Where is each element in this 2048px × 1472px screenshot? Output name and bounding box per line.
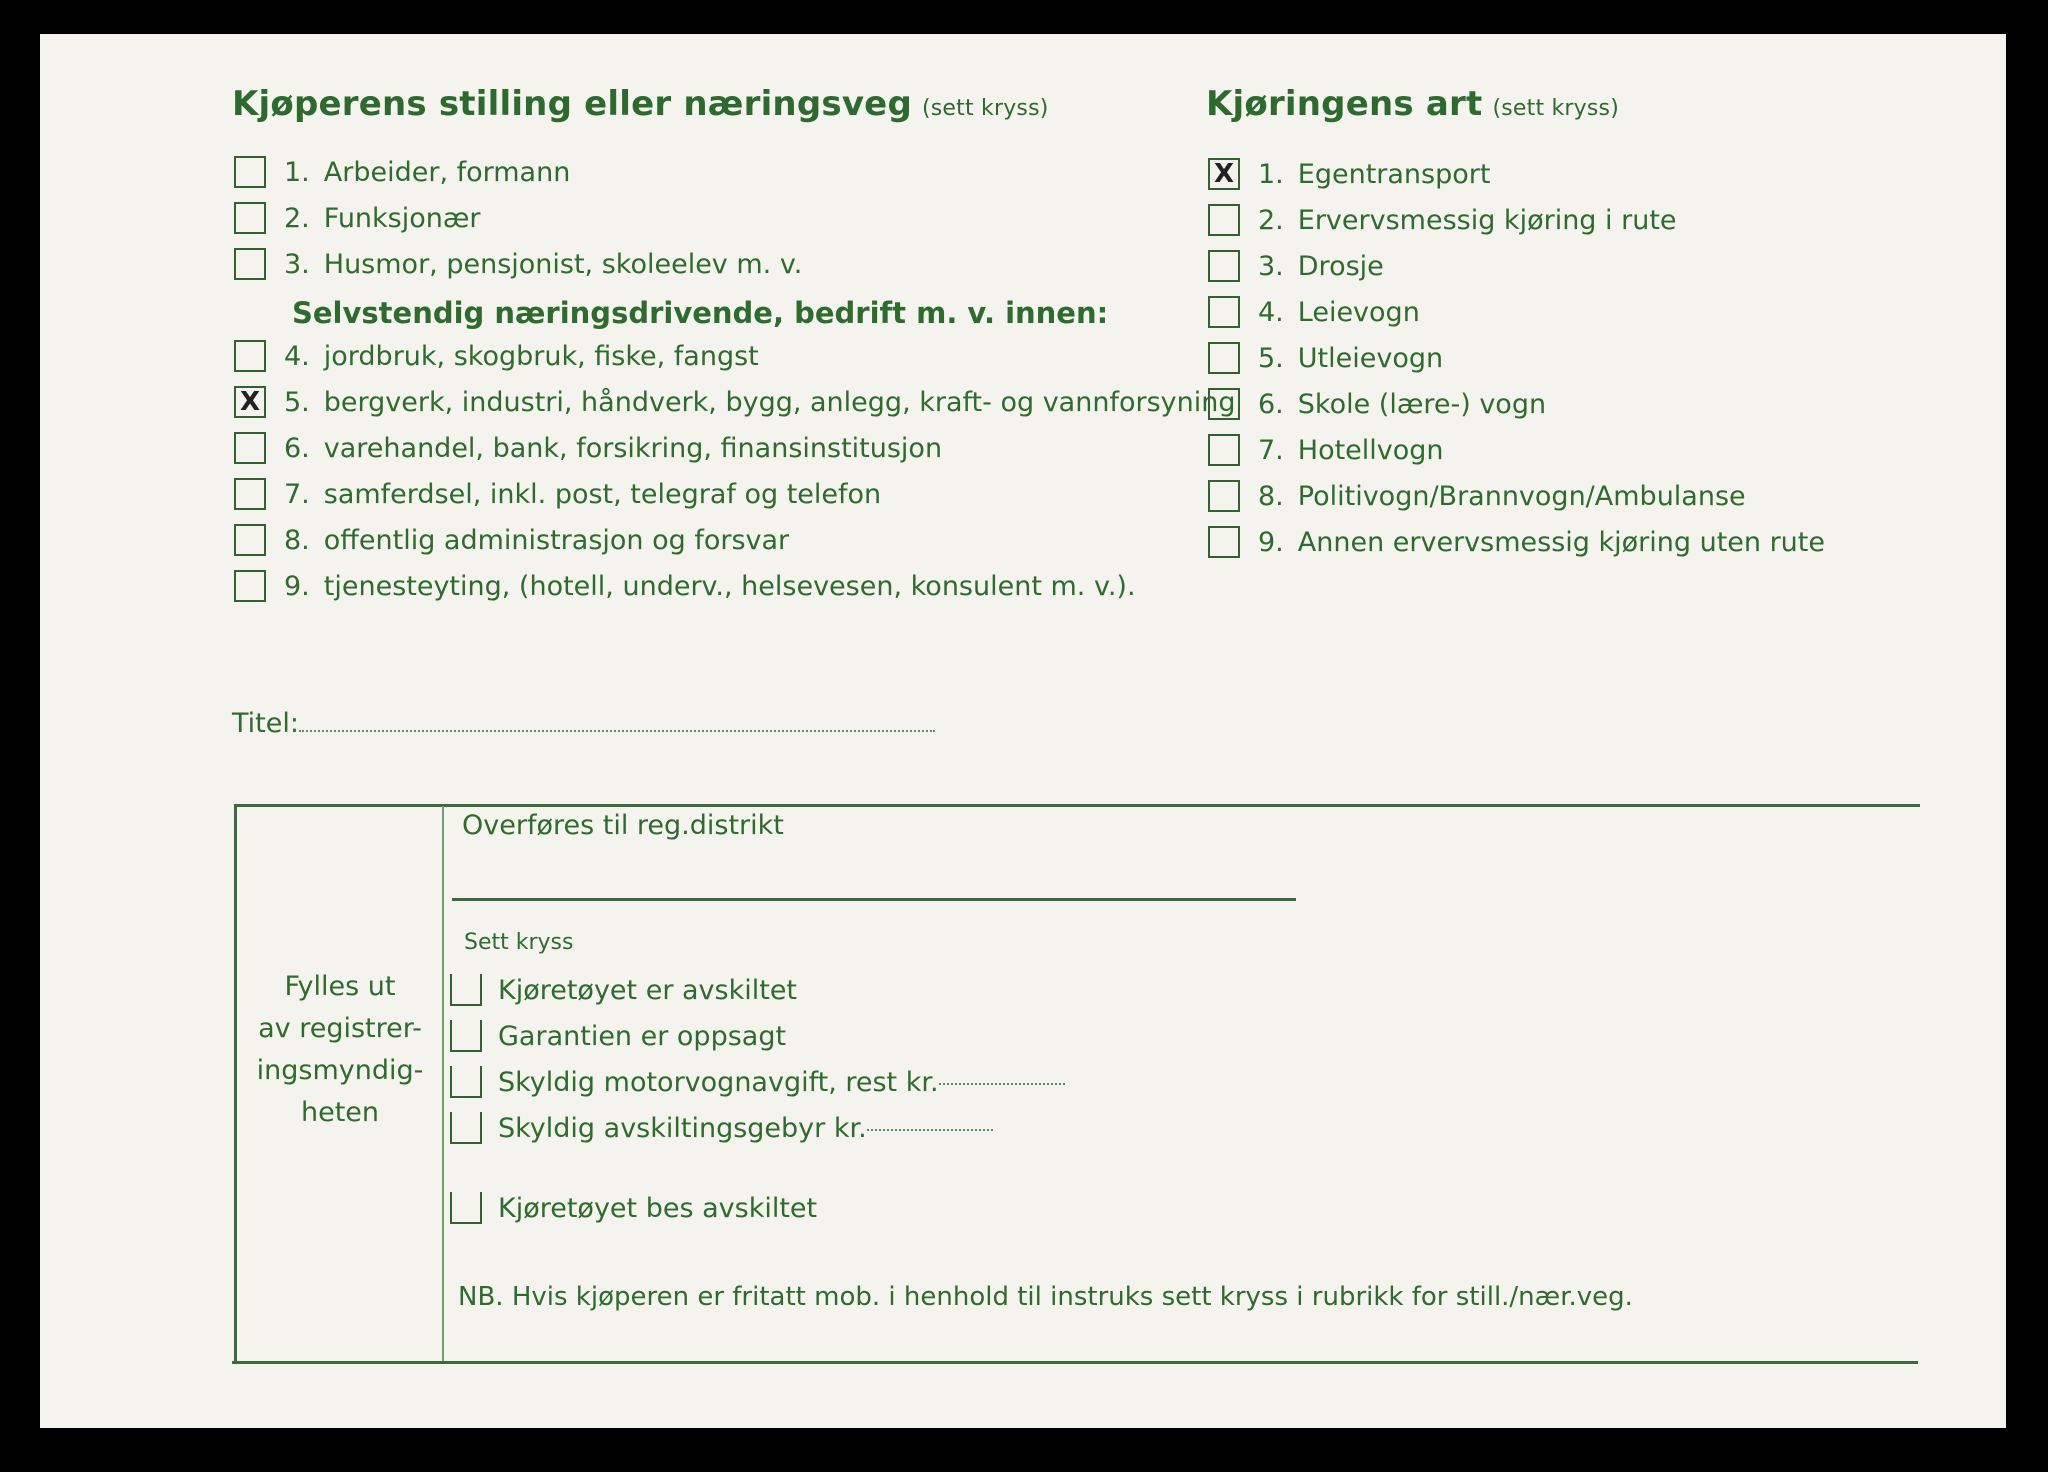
transfer-label: Overføres til reg.distrikt [462, 810, 784, 841]
right-option-8-num: 8. [1258, 480, 1284, 512]
right-checkbox-8[interactable] [1208, 480, 1240, 512]
box-checkbox-5[interactable] [450, 1192, 482, 1224]
nb-note: NB. Hvis kjøperen er fritatt mob. i henhold til instruks sett kryss i rubrikk for still./nær.veg. [458, 1282, 1633, 1312]
box-checkbox-3[interactable] [450, 1066, 482, 1098]
titel-dotted-line[interactable] [299, 726, 935, 732]
left-option-5-num: 5. [284, 386, 310, 418]
left-option-5[interactable] [234, 386, 1235, 418]
right-option-2-num: 2. [1258, 204, 1284, 236]
right-option-7[interactable] [1208, 434, 1444, 466]
box-check-2-label: Garantien er oppsagt [498, 1020, 787, 1052]
left-option-6-num: 6. [284, 432, 310, 464]
left-section-title [232, 84, 1049, 124]
box-check-5[interactable] [450, 1192, 817, 1224]
side-line-4: heten [300, 1097, 380, 1128]
right-option-9-label: Annen ervervsmessig kjøring uten rute [1297, 526, 1825, 558]
avskiltingsgebyr-dotted-line[interactable] [867, 1125, 993, 1131]
left-option-9-num: 9. [284, 570, 310, 602]
right-option-2[interactable] [1208, 204, 1677, 236]
titel-field[interactable] [232, 708, 935, 739]
right-option-7-num: 7. [1258, 434, 1284, 466]
right-checkbox-3[interactable] [1208, 250, 1240, 282]
right-checkbox-7[interactable] [1208, 434, 1240, 466]
left-option-3[interactable] [234, 248, 802, 280]
right-option-3[interactable] [1208, 250, 1384, 282]
side-line-2: av registrer- [258, 1013, 422, 1044]
left-checkbox-7[interactable] [234, 478, 266, 510]
right-option-1[interactable] [1208, 158, 1490, 190]
right-option-4-label: Leievogn [1297, 296, 1420, 328]
side-note [240, 966, 440, 1134]
transfer-underline [452, 898, 1296, 901]
right-option-4-num: 4. [1258, 296, 1284, 328]
left-title-text: Kjøperens stilling eller næringsveg [232, 84, 912, 124]
motorvognavgift-dotted-line[interactable] [939, 1079, 1065, 1085]
right-option-8-label: Politivogn/Brannvogn/Ambulanse [1297, 480, 1746, 512]
left-option-8-label: offentlig administrasjon og forsvar [323, 524, 790, 556]
left-option-9-label: tjenesteyting, (hotell, underv., helsevesen, konsulent m. v.). [323, 570, 1136, 602]
left-option-7-label: samferdsel, inkl. post, telegraf og telefon [323, 478, 882, 510]
left-option-8[interactable] [234, 524, 789, 556]
left-option-1-num: 1. [284, 156, 310, 188]
side-line-3: ingsmyndig- [256, 1055, 424, 1086]
right-title-text: Kjøringens art [1206, 84, 1483, 124]
box-check-5-label: Kjøretøyet bes avskiltet [498, 1192, 818, 1224]
right-option-1-label: Egentransport [1297, 158, 1491, 190]
box-check-1-label: Kjøretøyet er avskiltet [498, 974, 798, 1006]
left-option-4-label: jordbruk, skogbruk, fiske, fangst [323, 340, 759, 372]
right-option-5-num: 5. [1258, 342, 1284, 374]
right-option-2-label: Ervervsmessig kjøring i rute [1297, 204, 1677, 236]
box-checkbox-4[interactable] [450, 1112, 482, 1144]
right-checkbox-1[interactable]: X [1208, 158, 1240, 190]
right-section-title [1206, 84, 1619, 124]
left-option-4[interactable] [234, 340, 759, 372]
left-checkbox-8[interactable] [234, 524, 266, 556]
left-title-note: (sett kryss) [921, 96, 1049, 121]
right-option-4[interactable] [1208, 296, 1420, 328]
left-option-1-label: Arbeider, formann [323, 156, 571, 188]
sett-kryss-label: Sett kryss [464, 930, 574, 955]
left-checkbox-6[interactable] [234, 432, 266, 464]
left-checkbox-4[interactable] [234, 340, 266, 372]
left-option-6[interactable] [234, 432, 942, 464]
left-checkbox-2[interactable] [234, 202, 266, 234]
right-option-3-label: Drosje [1297, 250, 1384, 282]
left-option-5-label: bergverk, industri, håndverk, bygg, anlegg, kraft- og vannforsyning [323, 386, 1236, 418]
right-checkbox-4[interactable] [1208, 296, 1240, 328]
box-check-3[interactable] [450, 1066, 1065, 1098]
left-checkbox-3[interactable] [234, 248, 266, 280]
left-checkbox-9[interactable] [234, 570, 266, 602]
left-option-4-num: 4. [284, 340, 310, 372]
right-checkbox-5[interactable] [1208, 342, 1240, 374]
right-option-1-num: 1. [1258, 158, 1284, 190]
left-option-3-label: Husmor, pensjonist, skoleelev m. v. [323, 248, 803, 280]
right-title-note: (sett kryss) [1492, 96, 1619, 121]
left-checkbox-1[interactable] [234, 156, 266, 188]
right-option-6[interactable] [1208, 388, 1546, 420]
right-option-5-label: Utleievogn [1297, 342, 1444, 374]
box-check-1[interactable] [450, 974, 797, 1006]
right-option-7-label: Hotellvogn [1297, 434, 1444, 466]
box-divider [442, 806, 444, 1362]
box-left-border [234, 804, 237, 1364]
side-line-1: Fylles ut [284, 971, 396, 1002]
right-option-8[interactable] [1208, 480, 1746, 512]
left-option-8-num: 8. [284, 524, 310, 556]
left-option-7-num: 7. [284, 478, 310, 510]
left-option-1[interactable] [234, 156, 570, 188]
right-option-6-num: 6. [1258, 388, 1284, 420]
left-option-2-label: Funksjonær [323, 202, 481, 234]
box-check-2[interactable] [450, 1020, 786, 1052]
right-option-3-num: 3. [1258, 250, 1284, 282]
left-option-7[interactable] [234, 478, 881, 510]
left-subheading: Selvstendig næringsdrivende, bedrift m. v. innen: [292, 296, 1109, 330]
right-checkbox-6[interactable] [1208, 388, 1240, 420]
left-checkbox-5[interactable]: X [234, 386, 266, 418]
left-option-2[interactable] [234, 202, 481, 234]
right-option-6-label: Skole (lære-) vogn [1297, 388, 1547, 420]
left-option-9[interactable] [234, 570, 1136, 602]
box-bottom-border [232, 1361, 1918, 1364]
box-check-4[interactable] [450, 1112, 993, 1144]
left-option-3-num: 3. [284, 248, 310, 280]
box-checkbox-1[interactable] [450, 974, 482, 1006]
left-option-6-label: varehandel, bank, forsikring, finansinstitusjon [323, 432, 943, 464]
box-check-4-label: Skyldig avskiltingsgebyr kr. [498, 1112, 867, 1144]
left-option-2-num: 2. [284, 202, 310, 234]
box-checkbox-2[interactable] [450, 1020, 482, 1052]
right-checkbox-9[interactable] [1208, 526, 1240, 558]
right-option-5[interactable] [1208, 342, 1443, 374]
box-top-border [234, 804, 1920, 807]
box-check-3-label: Skyldig motorvognavgift, rest kr. [498, 1066, 939, 1098]
right-checkbox-2[interactable] [1208, 204, 1240, 236]
right-option-9-num: 9. [1258, 526, 1284, 558]
titel-label: Titel: [232, 708, 299, 739]
right-option-9[interactable] [1208, 526, 1825, 558]
